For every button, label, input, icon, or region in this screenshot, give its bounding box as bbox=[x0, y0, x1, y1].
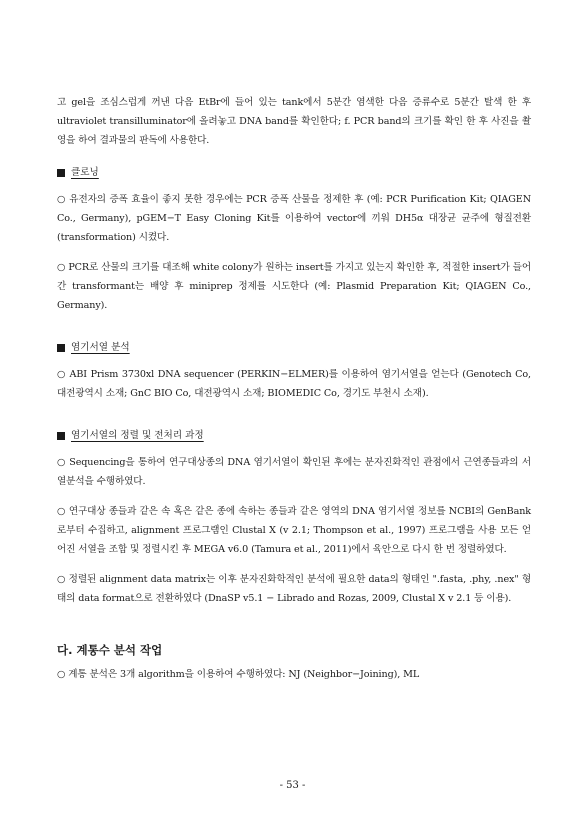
intro-paragraph: 고 gel을 조심스럽게 꺼낸 다음 EtBr에 들어 있는 tank에서 5분간 염색한 다음 증류수로 5분간 탈색 한 후 ultraviolet transilluminator에 올려놓고 DNA band를 확인한다; f. PCR band의 크기를 확인 한 후 사진을 촬영을 하여 결과물의 판독에 사용한다. bbox=[57, 97, 531, 146]
list-item: ○ PCR로 산물의 크기를 대조해 white colony가 원하는 insert를 가지고 있는지 확인한 후, 적절한 insert가 들어간 transformant는 배양 후 miniprep 정제를 시도한다 (예: Plasmid Preparation Kit; QIAGEN Co., Germany). bbox=[57, 262, 531, 311]
section-heading-text: 클로닝 bbox=[71, 167, 99, 178]
square-bullet-icon bbox=[57, 344, 65, 352]
page-number: - 53 - bbox=[279, 780, 306, 791]
subsection-title: 다. 계통수 분석 작업 bbox=[57, 643, 163, 657]
list-item: ○ 연구대상 종들과 같은 속 혹은 같은 종에 속하는 종들과 같은 영역의 DNA 염기서열 정보를 NCBI의 GenBank로부터 수집하고, alignment 프로그램인 Clustal X (v 2.1; Thompson et al., 1997) 프로그램을 사용 모든 얻어진 서열을 조합 및 정렬시킨 후 MEGA v6.0 (Tamura et al., 2011)에서 육안으로 다시 한 번 정렬하였다. bbox=[57, 506, 531, 555]
section-heading-text: 염기서열의 정렬 및 전처리 과정 bbox=[71, 430, 204, 441]
list-item: ○ Sequencing을 통하여 연구대상종의 DNA 염기서열이 확인된 후에는 분자진화적인 관점에서 근연종들과의 서열분석을 수행하였다. bbox=[57, 457, 531, 487]
section-heading bbox=[57, 426, 531, 445]
section-heading bbox=[57, 163, 531, 182]
subsection-paragraph: ○ 계통 분석은 3개 algorithm을 이용하여 수행하였다: NJ (Neighbor−Joining), ML bbox=[57, 669, 420, 680]
section-cloning bbox=[57, 163, 531, 315]
list-item: ○ 유전자의 증폭 효율이 좋지 못한 경우에는 PCR 증폭 산물을 정제한 후 (예: PCR Purification Kit; QIAGEN Co., Germany), pGEM−T Easy Cloning Kit를 이용하여 vector에 끼워 DH5α 대장균 균주에 형질전환 (transformation) 시켰다. bbox=[57, 194, 531, 243]
section-sequencing bbox=[57, 338, 531, 403]
section-alignment bbox=[57, 426, 531, 608]
document-body bbox=[57, 93, 531, 684]
section-spacer bbox=[57, 326, 531, 338]
section-spacer bbox=[57, 414, 531, 426]
square-bullet-icon bbox=[57, 432, 65, 440]
square-bullet-icon bbox=[57, 169, 65, 177]
list-item: ○ ABI Prism 3730xl DNA sequencer (PERKIN−ELMER)를 이용하여 염기서열을 얻는다 (Genotech Co, 대전광역시 소재; GnC BIO Co, 대전광역시 소재; BIOMEDIC Co, 경기도 부천시 소재). bbox=[57, 369, 531, 399]
section-heading bbox=[57, 338, 531, 357]
list-item: ○ 정렬된 alignment data matrix는 이후 분자진화학적인 분석에 필요한 data의 형태인 ".fasta, .phy, .nex" 형태의 data format으로 전환하였다 (DnaSP v5.1 − Librado and Rozas, 2009, Clustal X v 2.1 등 이용). bbox=[57, 574, 531, 604]
section-heading-text: 염기서열 분석 bbox=[71, 342, 130, 353]
